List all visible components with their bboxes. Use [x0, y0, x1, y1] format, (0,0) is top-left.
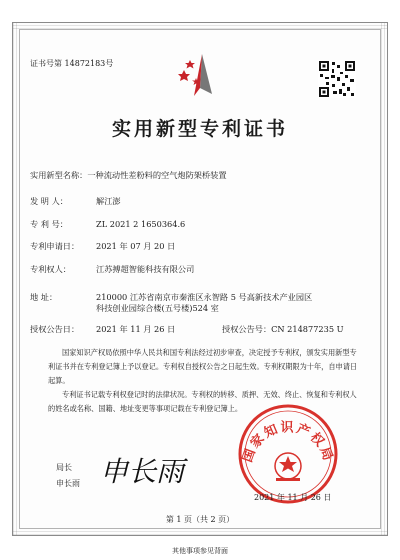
utility-model-name-label: 实用新型名称：: [30, 170, 88, 180]
certificate-title: 实用新型专利证书: [111, 118, 288, 140]
director-name: 申长雨: [56, 479, 80, 488]
certificate-number: [30, 58, 113, 69]
patent-number-value: ZL 2021 2 1650364.6: [96, 219, 186, 229]
cnipa-logo-icon: [176, 50, 224, 100]
inventor-value: 解江澎: [96, 196, 121, 206]
director-title: 局长: [56, 463, 72, 472]
page-indicator: 第 1 页（共 2 页）: [165, 515, 235, 524]
qr-code-icon: [318, 60, 356, 98]
legal-status-paragraph: 专利证书记载专利权登记时的法律状况。专利权的转移、质押、无效、终止、恢复和专利权人的姓名或名称、国籍、地址变更等事项记载在专利登记簿上。: [48, 390, 357, 413]
patent-number-row: [30, 219, 185, 230]
inventor-row: [30, 196, 121, 207]
grant-date-value: 2021 年 11 月 26 日: [96, 324, 176, 334]
grant-date-row: [30, 324, 344, 335]
grant-statement-paragraph: 国家知识产权局依照中华人民共和国专利法经过初步审查，决定授予专利权，颁发实用新型专利证书并在专利登记簿上予以登记。专利权自授权公告之日起生效。专利权期限为十年，自申请日起算。: [48, 348, 358, 385]
patentee-label: 专利权人：: [30, 264, 71, 274]
utility-model-name-value: 一种流动性差粉料的空气炮防架桥装置: [87, 170, 227, 180]
application-date-row: [30, 241, 175, 252]
footer-note: 其他事项参见背面: [172, 547, 228, 555]
application-date-label: 专利申请日：: [30, 241, 80, 251]
patentee-row: [30, 264, 194, 275]
certificate-number-label: 证书号第: [30, 59, 62, 68]
certificate-number-value: 14872183: [64, 59, 106, 68]
patentee-value: 江苏搏超智能科技有限公司: [96, 264, 195, 274]
address-row: [30, 292, 312, 303]
inventor-label: 发 明 人：: [30, 196, 68, 206]
grant-date-label: 授权公告日：: [30, 324, 80, 334]
utility-model-name-row: [30, 170, 227, 181]
address-label: 地 址：: [30, 292, 58, 302]
address-line2: 科技创业园综合楼(五号楼)524 室: [96, 303, 219, 313]
cnipa-official-seal-icon: [236, 402, 340, 506]
patent-number-label: 专 利 号：: [30, 219, 68, 229]
application-date-value: 2021 年 07 月 20 日: [96, 241, 176, 251]
announcement-number-label: 授权公告号：: [222, 324, 272, 334]
seal-date: 2021 年 11 月 26 日: [254, 493, 332, 502]
address-line1: 210000 江苏省南京市秦淮区永智路 5 号高新技术产业园区: [96, 292, 313, 302]
seal-text: 国家知识产权局: [240, 420, 336, 465]
director-signature: 申长雨: [100, 455, 185, 488]
announcement-number-value: CN 214877235 U: [271, 324, 344, 334]
certificate-number-suffix: 号: [105, 59, 114, 68]
